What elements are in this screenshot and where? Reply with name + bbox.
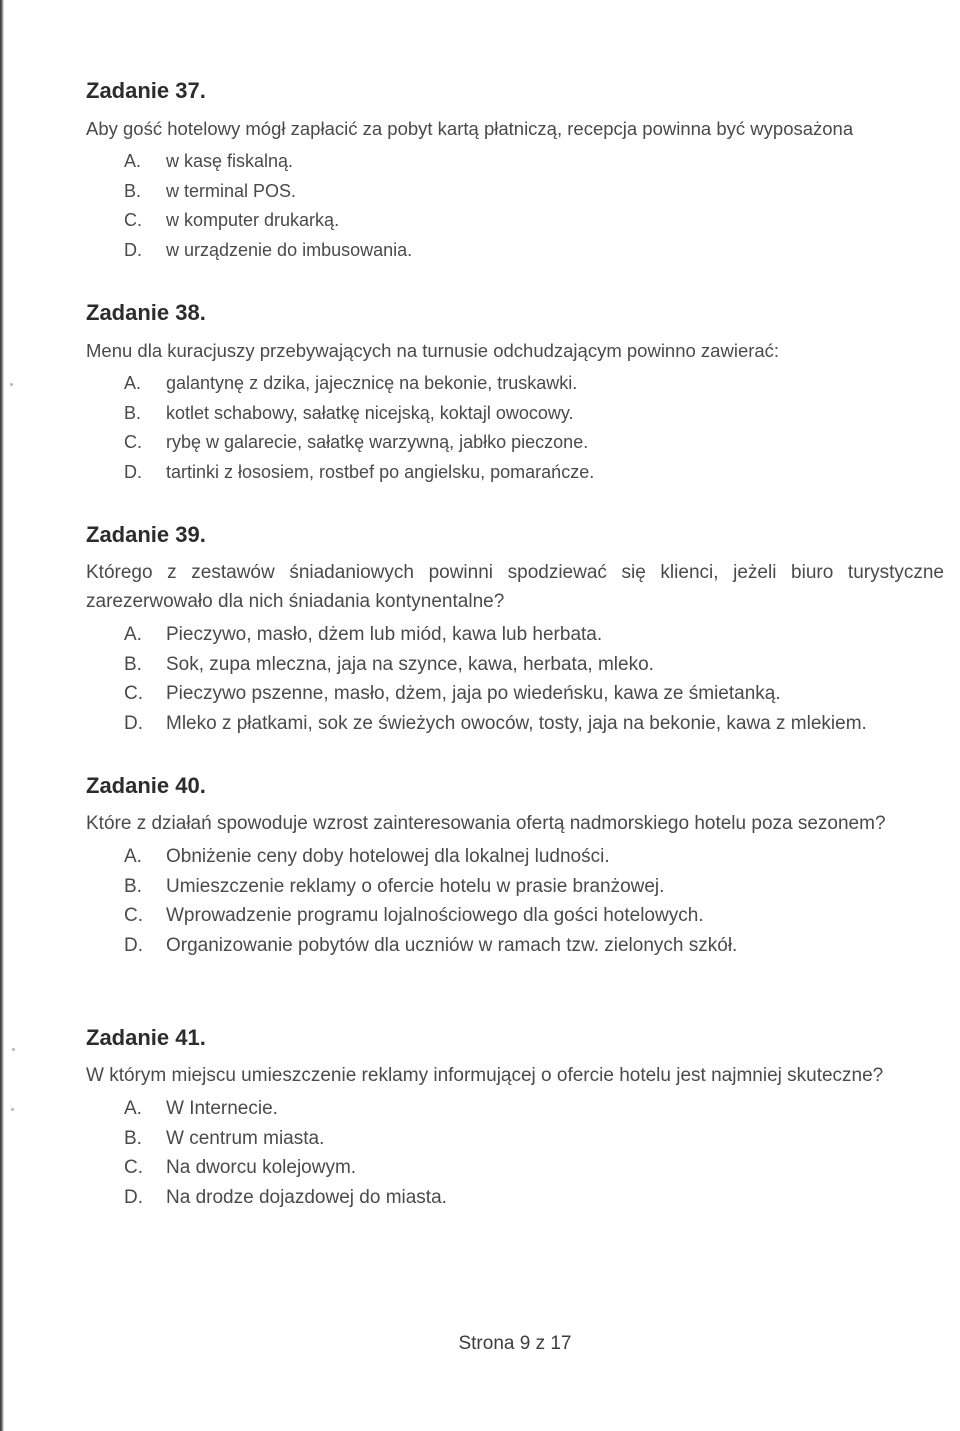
task-question: Które z działań spowoduje wzrost zainteresowania ofertą nadmorskiego hotelu poza sezonem? bbox=[86, 813, 886, 834]
answer-option-c bbox=[124, 901, 944, 931]
page-number: Strona 9 z 17 bbox=[458, 1333, 572, 1354]
option-text: tartinki z łososiem, rostbef po angielsku, pomarańcze. bbox=[166, 461, 595, 482]
option-letter: A. bbox=[124, 373, 142, 393]
answer-option-c bbox=[124, 428, 944, 458]
option-text: w urządzenie do imbusowania. bbox=[166, 239, 413, 260]
option-letter: C. bbox=[124, 905, 143, 926]
option-letter: D. bbox=[124, 461, 142, 482]
answer-option-d bbox=[124, 931, 944, 961]
answer-option-b bbox=[124, 650, 944, 680]
answer-option-a bbox=[124, 147, 944, 177]
answer-option-a bbox=[124, 369, 944, 399]
scan-edge bbox=[0, 0, 4, 1431]
option-letter: C. bbox=[124, 683, 143, 704]
task-title: Zadanie 38. bbox=[86, 300, 206, 325]
answer-option-b bbox=[124, 1124, 944, 1154]
task-38 bbox=[86, 300, 944, 487]
answer-options bbox=[124, 1094, 944, 1212]
option-text: Wprowadzenie programu lojalnościowego dla gości hotelowych. bbox=[166, 905, 704, 926]
page-footer bbox=[0, 1333, 960, 1355]
answer-option-d bbox=[124, 709, 944, 739]
option-letter: D. bbox=[124, 239, 142, 260]
option-letter: A. bbox=[124, 846, 142, 867]
option-letter: B. bbox=[124, 875, 142, 897]
task-question: Menu dla kuracjuszy przebywających na turnusie odchudzającym powinno zawierać: bbox=[86, 340, 780, 361]
task-39 bbox=[86, 522, 944, 738]
option-text: Sok, zupa mleczna, jaja na szynce, kawa, herbata, mleko. bbox=[166, 653, 654, 675]
option-text: Mleko z płatkami, sok ze świeżych owoców, tosty, jaja na bekonie, kawa z mlekiem. bbox=[166, 712, 867, 734]
answer-options bbox=[124, 369, 944, 487]
option-text: W centrum miasta. bbox=[166, 1127, 325, 1149]
scan-speck bbox=[12, 1048, 15, 1051]
option-text: Obniżenie ceny doby hotelowej dla lokalnej ludności. bbox=[166, 846, 610, 867]
task-question: Którego z zestawów śniadaniowych powinni spodziewać się klienci, jeżeli biuro turystyczne zarezerwowało dla nich śniadania kontynentalne? bbox=[86, 562, 944, 612]
option-letter: C. bbox=[124, 1157, 143, 1178]
option-letter: D. bbox=[124, 934, 143, 956]
answer-option-c bbox=[124, 1153, 944, 1183]
option-text: Pieczywo pszenne, masło, dżem, jaja po wiedeńsku, kawa ze śmietanką. bbox=[166, 683, 781, 704]
option-letter: A. bbox=[124, 151, 142, 171]
option-letter: B. bbox=[124, 402, 142, 423]
option-letter: A. bbox=[124, 1098, 142, 1119]
scan-speck bbox=[10, 383, 13, 386]
option-letter: B. bbox=[124, 180, 142, 201]
option-text: w kasę fiskalną. bbox=[166, 151, 294, 171]
answer-option-a bbox=[124, 1094, 944, 1124]
answer-option-d bbox=[124, 1183, 944, 1213]
answer-option-a bbox=[124, 842, 944, 872]
option-text: rybę w galarecie, sałatkę warzywną, jabłko pieczone. bbox=[166, 432, 589, 452]
task-question: Aby gość hotelowy mógł zapłacić za pobyt kartą płatniczą, recepcja powinna być wyposażona bbox=[86, 118, 854, 139]
task-title: Zadanie 40. bbox=[86, 773, 206, 798]
option-text: Pieczywo, masło, dżem lub miód, kawa lub herbata. bbox=[166, 624, 603, 645]
answer-option-b bbox=[124, 177, 944, 207]
option-text: galantynę z dzika, jajecznicę na bekonie, truskawki. bbox=[166, 373, 578, 393]
answer-options bbox=[124, 147, 944, 265]
answer-options bbox=[124, 620, 944, 738]
option-text: kotlet schabowy, sałatkę nicejską, koktajl owocowy. bbox=[166, 402, 574, 423]
option-text: W Internecie. bbox=[166, 1098, 278, 1119]
scan-speck bbox=[11, 1108, 14, 1111]
option-letter: D. bbox=[124, 712, 143, 734]
task-40 bbox=[86, 773, 944, 960]
option-letter: D. bbox=[124, 1186, 143, 1208]
task-title: Zadanie 37. bbox=[86, 78, 206, 103]
task-41 bbox=[86, 1025, 944, 1212]
answer-option-a bbox=[124, 620, 944, 650]
answer-option-d bbox=[124, 236, 944, 266]
option-letter: A. bbox=[124, 624, 142, 645]
answer-option-b bbox=[124, 872, 944, 902]
answer-option-c bbox=[124, 206, 944, 236]
option-letter: C. bbox=[124, 210, 142, 230]
task-37 bbox=[86, 78, 944, 265]
option-text: w komputer drukarką. bbox=[166, 210, 340, 230]
answer-option-b bbox=[124, 399, 944, 429]
option-text: Organizowanie pobytów dla uczniów w ramach tzw. zielonych szkół. bbox=[166, 934, 738, 956]
option-text: w terminal POS. bbox=[166, 180, 297, 201]
option-text: Na dworcu kolejowym. bbox=[166, 1157, 357, 1178]
answer-option-d bbox=[124, 458, 944, 488]
answer-options bbox=[124, 842, 944, 960]
answer-option-c bbox=[124, 679, 944, 709]
option-text: Na drodze dojazdowej do miasta. bbox=[166, 1186, 447, 1208]
task-question: W którym miejscu umieszczenie reklamy informującej o ofercie hotelu jest najmniej skuteczne? bbox=[86, 1065, 884, 1086]
option-letter: B. bbox=[124, 1127, 142, 1149]
task-title: Zadanie 41. bbox=[86, 1025, 206, 1050]
task-title: Zadanie 39. bbox=[86, 522, 206, 547]
option-letter: B. bbox=[124, 653, 142, 675]
option-letter: C. bbox=[124, 432, 142, 452]
option-text: Umieszczenie reklamy o ofercie hotelu w prasie branżowej. bbox=[166, 875, 665, 897]
